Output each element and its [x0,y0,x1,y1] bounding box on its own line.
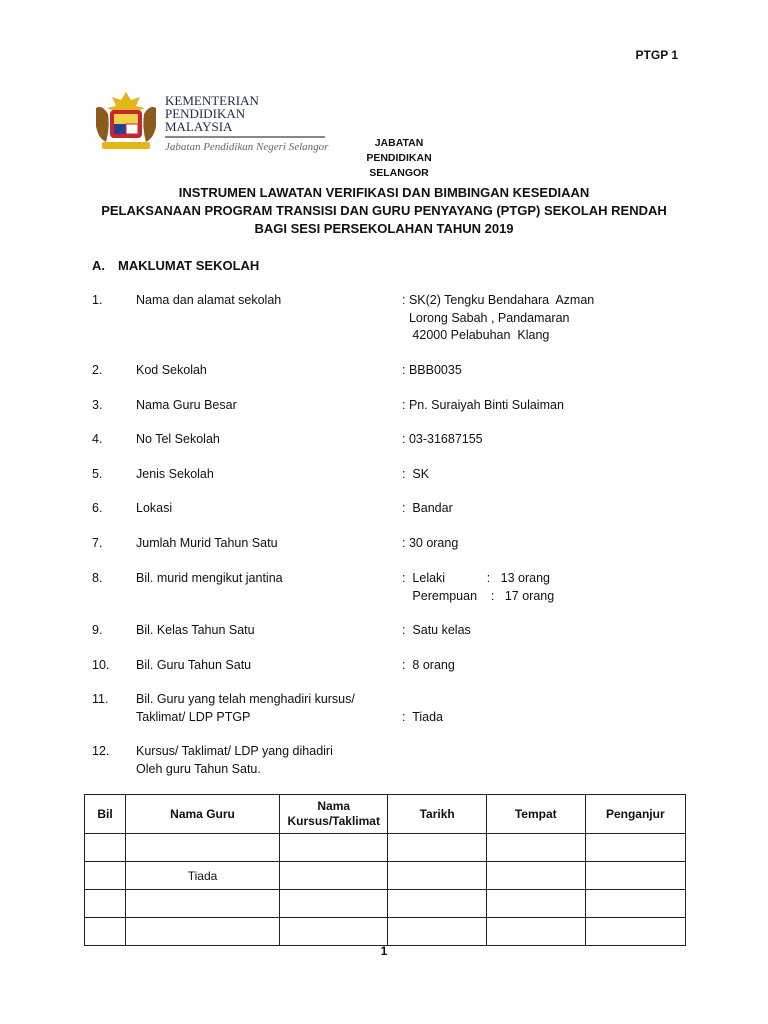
item-label-line: Bil. murid mengikut jantina [136,571,283,585]
item-value-line: : BBB0035 [402,363,462,377]
item-value-line: : Pn. Suraiyah Binti Sulaiman [402,398,564,412]
item-value [402,535,458,553]
table-cell [85,862,126,890]
item-value-line: : 30 orang [402,536,459,550]
table-cell [486,834,585,862]
table-cell [486,890,585,918]
item-label [136,535,278,553]
item-label [136,500,172,518]
item-value [402,622,471,640]
ministry-line-1: KEMENTERIAN [165,93,259,108]
item-label-line: Nama dan alamat sekolah [136,293,282,307]
item-value [402,466,429,484]
department-line-1: JABATAN PENDIDIKAN [366,137,432,164]
table-cell [585,862,685,890]
item-number: 8. [92,571,103,585]
item-label [136,570,283,588]
table-row [85,834,686,862]
department-line-2: SELANGOR [369,167,429,179]
item-value-line: : SK(2) Tengku Bendahara Azman [402,293,595,307]
table-cell [85,834,126,862]
document-title [0,184,768,238]
item-label [136,622,255,640]
coat-of-arms-icon [88,90,164,154]
item-label-line: No Tel Sekolah [136,432,220,446]
item-value-line: : Tiada [402,709,443,724]
item-number: 5. [92,467,103,481]
ministry-subtitle: Jabatan Pendidikan Negeri Selangor [165,141,329,153]
table-header-row [85,795,686,834]
item-label-line: Jumlah Murid Tahun Satu [136,536,278,550]
table-cell [126,918,280,946]
item-number: 2. [92,363,103,377]
item-label-line: Kursus/ Taklimat/ LDP yang dihadiri [136,744,333,758]
item-number: 11. [92,692,109,706]
section-title: MAKLUMAT SEKOLAH [118,258,260,273]
item-label [136,431,220,449]
item-label [136,362,207,380]
item-label-line: Bil. Guru Tahun Satu [136,658,252,672]
item-label [136,691,355,726]
ministry-wordmark [165,94,328,154]
item-value [402,570,554,605]
document-code: PTGP 1 [635,48,678,62]
item-value [402,362,462,380]
table-row [85,918,686,946]
column-header-nama-kursus: Nama Kursus/Taklimat [280,795,388,834]
column-header-tarikh: Tarikh [388,795,486,834]
item-value-line: Lorong Sabah , Pandamaran [402,310,570,325]
table-cell [388,918,486,946]
table-cell: Tiada [126,862,280,890]
page-number: 1 [380,944,388,958]
table-row [85,862,686,890]
item-value [402,397,564,415]
item-value [402,657,455,675]
table-cell [388,862,486,890]
item-value [402,292,594,345]
table-cell [126,834,280,862]
item-number: 6. [92,501,103,515]
table-cell [280,890,388,918]
table-cell [280,834,388,862]
item-value-line: : Satu kelas [402,623,471,637]
item-label-line: Lokasi [136,501,173,515]
item-label [136,397,237,415]
item-number: 7. [92,536,103,550]
item-label-line: Bil. Kelas Tahun Satu [136,623,255,637]
table-cell [85,918,126,946]
title-line-2: PELAKSANAAN PROGRAM TRANSISI DAN GURU PENYAYANG (PTGP) SEKOLAH RENDAH [101,203,667,218]
item-label-line: Bil. Guru yang telah menghadiri kursus/ [136,692,355,706]
item-value [402,431,483,449]
item-number: 9. [92,623,103,637]
item-label-line: Jenis Sekolah [136,467,214,481]
courses-table [84,794,686,946]
item-number: 3. [92,398,103,412]
department-name [344,136,454,181]
ministry-line-2: PENDIDIKAN [165,106,246,121]
item-label [136,466,214,484]
table-cell [280,918,388,946]
table-cell [585,834,685,862]
item-value-line: : Bandar [402,501,453,515]
item-number: 12. [92,744,110,758]
column-header-nama-guru: Nama Guru [126,795,280,834]
column-header-bil: Bil [85,795,126,834]
section-heading [92,258,260,273]
table-cell [126,890,280,918]
item-value-line: : 8 orang [402,658,455,672]
section-letter: A. [92,258,105,273]
item-value [402,500,453,518]
item-number: 4. [92,432,103,446]
item-label-line: Taklimat/ LDP PTGP [136,709,251,724]
item-number: 1. [92,293,103,307]
item-label [136,292,281,310]
item-value-line: Perempuan : 17 orang [402,588,555,603]
table-cell [388,834,486,862]
title-line-1: INSTRUMEN LAWATAN VERIFIKASI DAN BIMBINGAN KESEDIAAN [178,185,590,200]
item-value-line: : Lelaki : 13 orang [402,571,550,585]
item-value [402,709,443,727]
item-label-line: Oleh guru Tahun Satu. [136,761,261,776]
column-header-tempat: Tempat [486,795,585,834]
table-cell [585,890,685,918]
item-label-line: Kod Sekolah [136,363,207,377]
item-label-line: Nama Guru Besar [136,398,237,412]
divider [165,136,325,138]
table-cell [388,890,486,918]
item-value-line: : SK [402,467,430,481]
table-cell [486,862,585,890]
table-cell [85,890,126,918]
column-header-penganjur: Penganjur [585,795,685,834]
item-label [136,657,251,675]
item-value-line: 42000 Pelabuhan Klang [402,328,550,342]
table-cell [280,862,388,890]
item-value-line: : 03-31687155 [402,432,483,446]
item-number: 10. [92,658,110,672]
item-label [136,743,333,778]
title-line-3: BAGI SESI PERSEKOLAHAN TAHUN 2019 [254,221,514,236]
table-cell [486,918,585,946]
table-cell [585,918,685,946]
ministry-line-3: MALAYSIA [165,119,233,134]
table-row [85,890,686,918]
